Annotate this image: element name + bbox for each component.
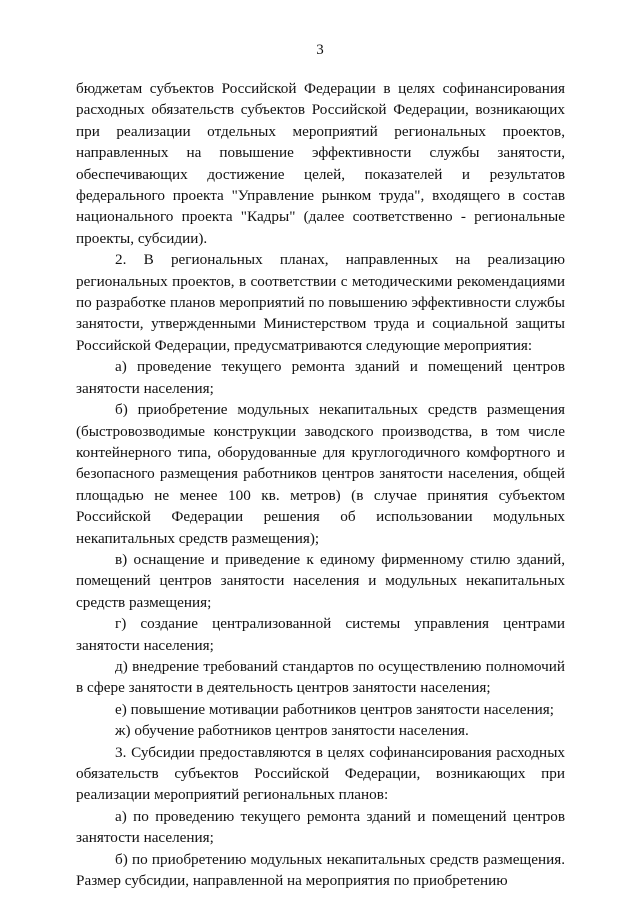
paragraph-item-b: б) приобретение модульных некапитальных средств размещения (быстровозводимые конструкции заводского производства, в том числе контейнерного типа, оборудованные для круглогодичного комфортного и безопасного размещения работников центров занятости населения, общей площадью не менее 100 кв. метров) (в случае принятия субъектом Российской Федерации решения об использовании модульных некапитальных средств размещения); [76, 401, 565, 547]
paragraph-continuation: бюджетам субъектов Российской Федерации в целях софинансирования расходных обязательств субъектов Российской Федерации, возникающих при реализации отдельных мероприятий региональных проектов, направленных на повышение эффективности службы занятости, обеспечивающих достижение целей, показателей и результатов федерального проекта "Управление рынком труда", входящего в состав национального проекта "Кадры" (далее соответственно - региональные проекты, субсидии). [76, 80, 565, 247]
paragraph-item-a: а) проведение текущего ремонта зданий и помещений центров занятости населения; [76, 358, 565, 397]
paragraph-clause-2: 2. В региональных планах, направленных на реализацию региональных проектов, в соответствии с методическими рекомендациями по разработке планов мероприятий по повышению эффективности службы занятости, утвержденными Министерством труда и социальной защиты Российской Федерации, предусматриваются следующие мероприятия: [76, 251, 565, 354]
paragraph-clause-3-item-a: а) по проведению текущего ремонта зданий и помещений центров занятости населения; [76, 807, 565, 847]
paragraph-clause-3: 3. Субсидии предоставляются в целях софинансирования расходных обязательств субъектов Российской Федерации, возникающих при реализации мероприятий региональных планов: [76, 743, 565, 804]
paragraph-clause-3-item-b: б) по приобретению модульных некапитальных средств размещения. Размер субсидии, направленной на мероприятия по приобретению [76, 850, 565, 890]
document-body [76, 78, 565, 891]
paragraph-item-d: д) внедрение требований стандартов по осуществлению полномочий в сфере занятости в деятельность центров занятости населения; [76, 657, 565, 697]
paragraph-item-g: г) создание централизованной системы управления центрами занятости населения; [76, 615, 565, 654]
paragraph-item-e: е) повышение мотивации работников центров занятости населения; [115, 700, 554, 718]
paragraph-item-v: в) оснащение и приведение к единому фирменному стилю зданий, помещений центров занятости населения и модульных некапитальных средств размещения; [76, 550, 565, 611]
paragraph-item-zh: ж) обучение работников центров занятости населения. [115, 722, 469, 740]
page-number: 3 [316, 42, 324, 58]
